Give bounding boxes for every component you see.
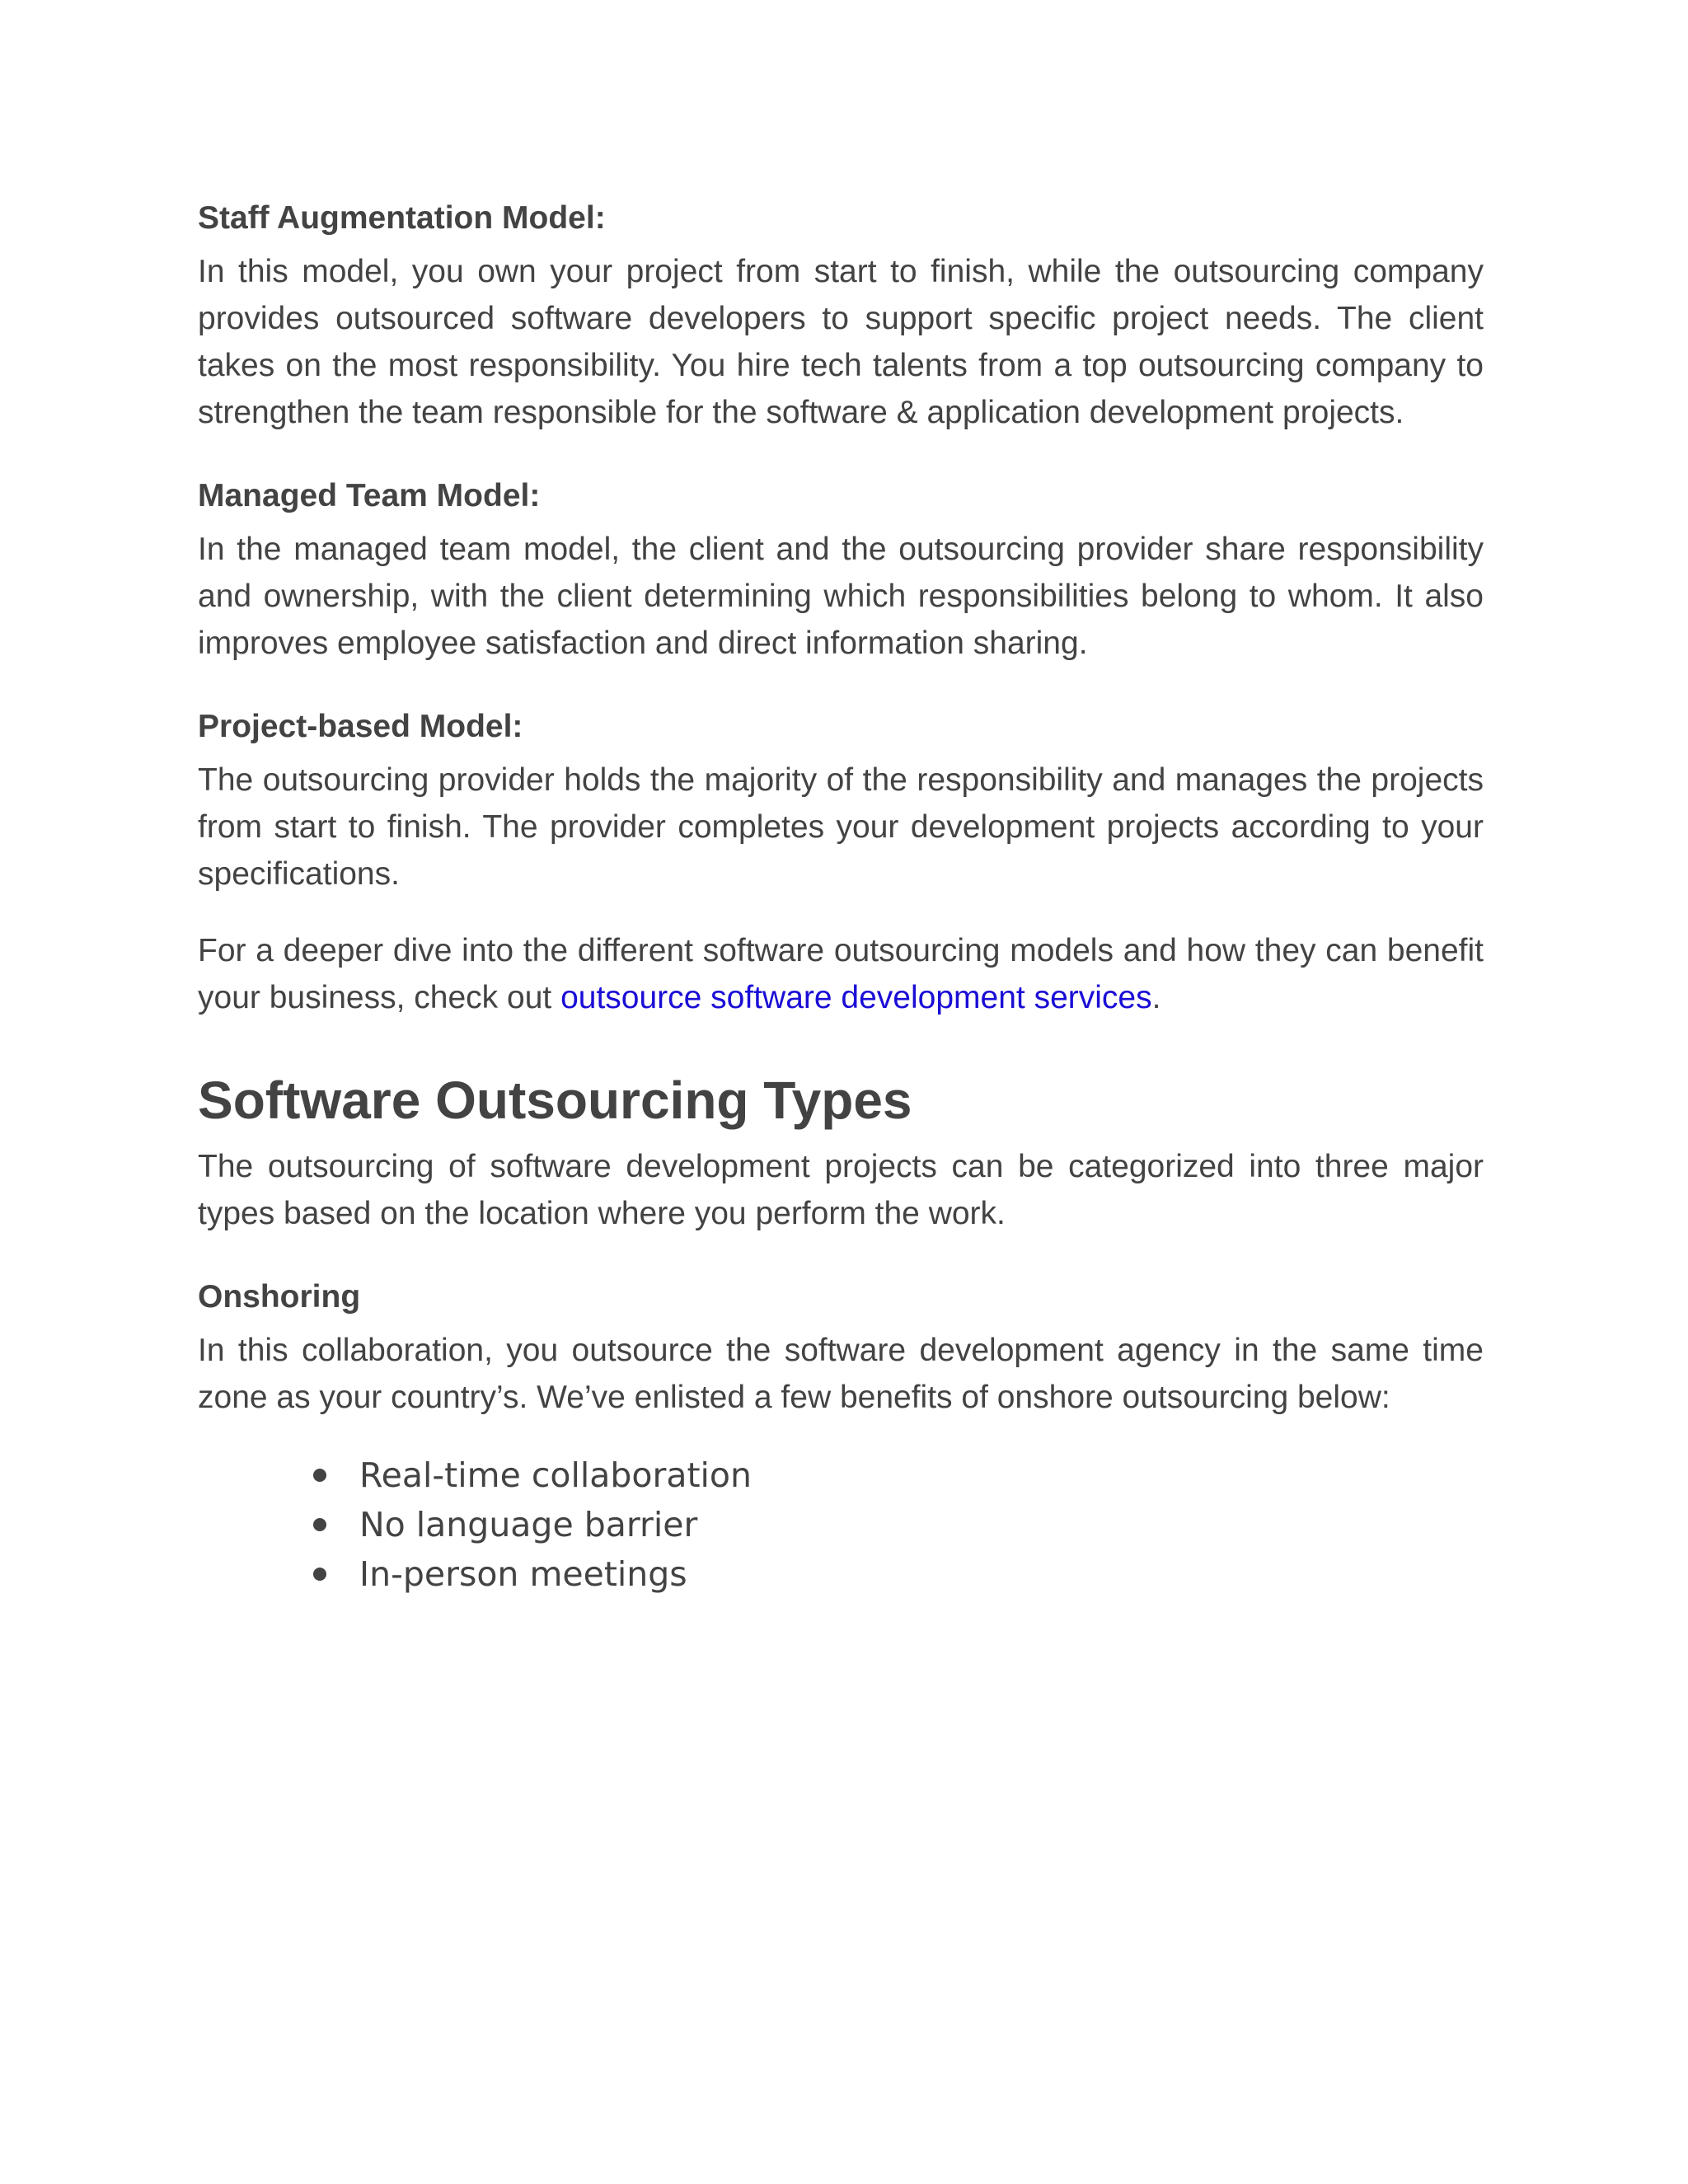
list-item xyxy=(313,1451,1484,1500)
onshore-benefits-list xyxy=(198,1451,1484,1599)
benefit-text: Real-time collaboration xyxy=(359,1455,753,1495)
types-paragraph: The outsourcing of software development projects can be categorized into three major types based on the location where you perform the work. xyxy=(198,1149,1484,1231)
benefit-text: No language barrier xyxy=(359,1505,698,1544)
staff-augmentation-paragraph: In this model, you own your project from start to finish, while the outsourcing company provides outsourced software developers to support specific project needs. The client takes on the most responsibility. You hire tech talents from a top outsourcing company to strengthen the team responsible for the software & application development projects. xyxy=(198,254,1484,430)
project-based-heading: Project-based Model: xyxy=(198,709,523,744)
benefit-text: In-person meetings xyxy=(359,1554,687,1594)
onshoring-paragraph: In this collaboration, you outsource the software development agency in the same time zone as your country’s. We’ve enlisted a few benefits of onshore outsourcing below: xyxy=(198,1333,1484,1415)
project-based-paragraph: The outsourcing provider holds the majority of the responsibility and manages the projects from start to finish. The provider completes your development projects according to your specifications. xyxy=(198,762,1484,892)
bullet-icon xyxy=(313,1469,326,1482)
managed-team-heading: Managed Team Model: xyxy=(198,478,541,513)
document-page xyxy=(198,194,1484,1599)
bullet-icon xyxy=(313,1568,326,1581)
bullet-icon xyxy=(313,1518,326,1531)
deeper-dive-text: For a deeper dive into the different software outsourcing models and how they can benefit your business, check out xyxy=(198,933,1484,1015)
outsource-services-link[interactable]: outsource software development services xyxy=(560,980,1152,1015)
list-item xyxy=(313,1549,1484,1599)
onshoring-heading: Onshoring xyxy=(198,1279,361,1315)
list-item xyxy=(313,1500,1484,1549)
software-outsourcing-types-heading: Software Outsourcing Types xyxy=(198,1071,912,1130)
deeper-dive-paragraph xyxy=(198,927,1484,1021)
managed-team-paragraph: In the managed team model, the client and the outsourcing provider share responsibility and ownership, with the client determining which responsibilities belong to whom. It also improves employee satisfaction and direct information sharing. xyxy=(198,532,1484,661)
staff-augmentation-heading: Staff Augmentation Model: xyxy=(198,200,606,236)
deeper-dive-period: . xyxy=(1151,980,1161,1015)
